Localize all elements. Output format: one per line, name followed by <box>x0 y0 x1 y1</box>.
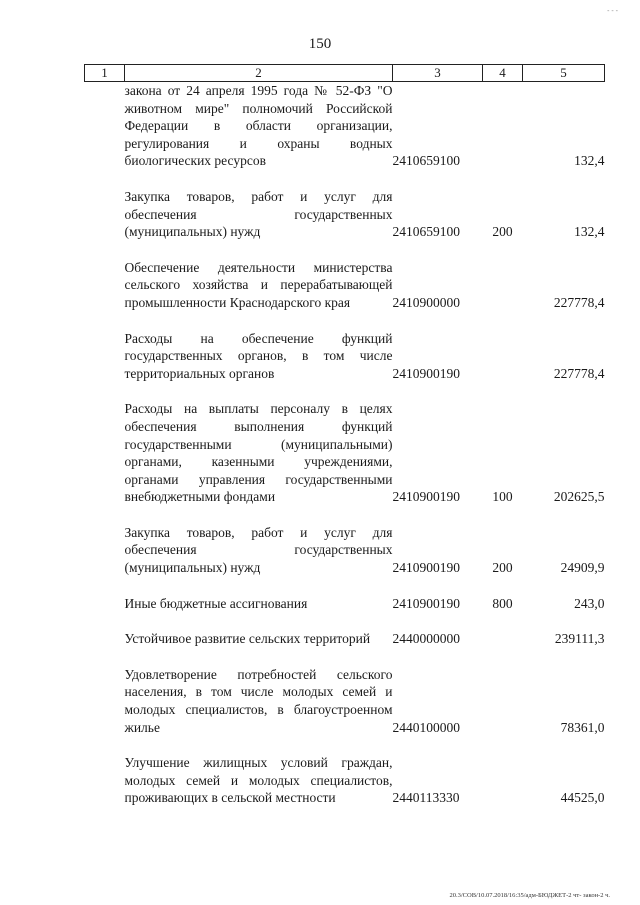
budget-table <box>84 64 605 807</box>
column-header-5: 5 <box>523 65 605 82</box>
table-row <box>85 400 605 506</box>
row-description: Закупка товаров, работ и услуг для обеспечения государственных (муниципальных) нужд <box>124 524 393 576</box>
row-code: 2410900190 <box>392 560 460 576</box>
row-code: 2410659100 <box>392 153 460 169</box>
table-row <box>85 259 605 312</box>
column-header-3: 3 <box>393 65 483 82</box>
row-type: 200 <box>492 224 513 240</box>
row-amount: 239111,3 <box>554 631 605 647</box>
row-description: Улучшение жилищных условий граждан, молодых семей и молодых специалистов, проживающих в сельской местности <box>124 755 393 806</box>
row-amount: 132,4 <box>574 224 605 240</box>
table-row <box>85 330 605 383</box>
row-type <box>483 630 523 648</box>
table-row <box>85 524 605 577</box>
row-code: 2410900190 <box>392 365 460 381</box>
table-row <box>85 754 605 807</box>
row-amount: 202625,5 <box>553 489 605 505</box>
row-amount: 78361,0 <box>560 719 605 735</box>
table-row <box>85 595 605 613</box>
row-type <box>483 754 523 807</box>
row-type <box>483 82 523 170</box>
row-description: Расходы на выплаты персоналу в целях обеспечения выполнения функций государственными (муниципальными) органами, казенными учреждениями, органами управления государственными внебюджетными фондами <box>124 401 393 505</box>
table-row <box>85 188 605 241</box>
row-amount: 44525,0 <box>560 790 605 806</box>
row-type <box>483 330 523 383</box>
row-amount: 243,0 <box>574 595 605 611</box>
column-header-2: 2 <box>125 65 393 82</box>
page-number: 150 <box>308 36 332 52</box>
row-amount: 227778,4 <box>553 365 605 381</box>
row-description: Иные бюджетные ассигнования <box>124 595 308 611</box>
row-amount: 24909,9 <box>560 560 605 576</box>
row-code: 2410659100 <box>392 224 460 240</box>
row-amount: 132,4 <box>574 153 605 169</box>
column-header-1: 1 <box>85 65 125 82</box>
row-description: закона от 24 апреля 1995 года № 52-ФЗ "О животном мире" полномочий Российской Федерации в области организации, регулирования и охраны водных биологических ресурсов <box>124 83 393 169</box>
row-code: 2410900190 <box>392 489 460 505</box>
table-row <box>85 630 605 648</box>
row-code: 2440113330 <box>392 790 460 806</box>
row-description: Устойчивое развитие сельских территорий <box>124 631 371 647</box>
table-header <box>85 65 605 82</box>
column-header-4: 4 <box>483 65 523 82</box>
row-type <box>483 259 523 312</box>
row-code: 2410900000 <box>392 294 460 310</box>
row-type: 800 <box>492 595 513 611</box>
table-row <box>85 82 605 170</box>
row-code: 2410900190 <box>392 595 460 611</box>
row-description: Расходы на обеспечение функций государственных органов, в том числе территориальных органов <box>124 330 393 381</box>
row-type: 100 <box>492 489 513 505</box>
row-description: Удовлетворение потребностей сельского населения, в том числе молодых семей и молодых специалистов, в благоустроенном жилье <box>124 666 393 735</box>
row-description: Закупка товаров, работ и услуг для обеспечения государственных (муниципальных) нужд <box>124 188 393 240</box>
corner-mark: - - - <box>607 8 618 15</box>
row-code: 2440100000 <box>392 719 460 735</box>
row-description: Обеспечение деятельности министерства сельского хозяйства и перерабатывающей промышленности Краснодарского края <box>124 259 393 310</box>
document-footer: 20.3/СОВ/10.07.2018/16:35/адм-БЮДЖЕТ-2 чт- закон-2 ч. <box>449 892 610 899</box>
row-type <box>483 666 523 736</box>
table-row <box>85 666 605 736</box>
row-type: 200 <box>492 560 513 576</box>
row-amount: 227778,4 <box>553 294 605 310</box>
row-code: 2440000000 <box>392 631 460 647</box>
